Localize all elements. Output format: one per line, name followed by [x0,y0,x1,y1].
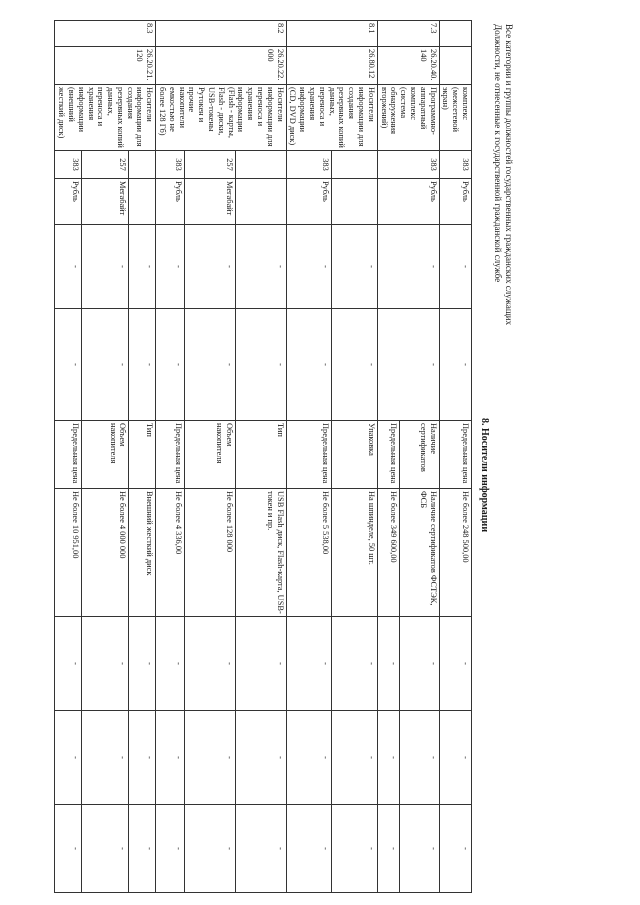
okei-code: 383 [377,151,439,179]
dash-cell: - [55,711,82,805]
table-row [400,21,439,893]
characteristic-name: Наличие сертификатов [400,421,439,489]
dash-cell: - [439,617,471,711]
row-number: 8.1 [286,21,377,47]
okei-code: 383 [286,151,332,179]
dash-cell: - [439,225,471,309]
table-row [286,21,332,893]
dash-cell: - [82,309,129,421]
row-number: 7.3 [377,21,439,47]
okei-code: 383 [156,151,185,179]
dash-cell: - [377,617,399,711]
table-row [185,21,236,893]
dash-cell: - [55,805,82,893]
table-row [439,21,471,893]
okpd-code [439,47,471,85]
dash-cell: - [82,617,129,711]
unit-name: Мегабайт [185,179,236,225]
characteristic-name: Объем накопителя [185,421,236,489]
dash-cell: - [185,805,236,893]
characteristic-value: Не более 248 500,00 [439,489,471,617]
characteristic-value: Не более 128 000 [185,489,236,617]
table-row [332,21,378,893]
dash-cell: - [156,711,185,805]
dash-cell: - [286,617,332,711]
characteristic-value: Не более 4 336,00 [156,489,185,617]
characteristic-name: Тип [129,421,156,489]
item-name: Носители информации для создания резервных копий данных, переноса и хранения информации (CD, DVD диск) [286,85,377,151]
characteristic-name: Предельная цена [156,421,185,489]
characteristic-value: Не более 10 951,00 [55,489,82,617]
unit-name: Рубль [377,179,439,225]
dash-cell: - [235,617,286,711]
dash-cell: - [235,225,286,309]
dash-cell: - [332,711,378,805]
unit-name: Рубль [55,179,82,225]
dash-cell: - [55,225,82,309]
okei-code [332,151,378,179]
dash-cell: - [286,309,332,421]
characteristic-value: Внешний жесткий диск [129,489,156,617]
characteristic-name: Тип [235,421,286,489]
table-row [82,21,129,893]
characteristic-name: Предельная цена [55,421,82,489]
characteristic-name: Объем накопителя [82,421,129,489]
item-name: комплекс (межсетевой экран) [439,85,471,151]
characteristic-name: Предельная цена [286,421,332,489]
dash-cell: - [439,309,471,421]
dash-cell: - [129,309,156,421]
dash-cell: - [286,711,332,805]
dash-cell: - [82,805,129,893]
characteristic-value: Не более 4 000 000 [82,489,129,617]
dash-cell: - [235,309,286,421]
okei-code: 383 [55,151,82,179]
dash-cell: - [156,309,185,421]
unit-name: Рубль [156,179,185,225]
okpd-code: 26.20.40.140 [377,47,439,85]
table-row [129,21,156,893]
dash-cell: - [377,309,439,421]
okei-code: 257 [185,151,236,179]
category-heading: Все категории и группы должностей государственных гражданских служащих [504,24,514,326]
requirements-table [54,20,472,893]
characteristic-value: USB Flash диск, Flash-карта, USB-токен и пр. [235,489,286,617]
non-civil-heading: Должности, не отнесенные к государственной гражданской службе [493,24,503,283]
dash-cell: - [377,805,399,893]
dash-cell: - [129,805,156,893]
unit-name [235,179,286,225]
row-number: 8.2 [156,21,286,47]
dash-cell: - [400,617,439,711]
unit-name: Рубль [286,179,332,225]
dash-cell: - [377,711,399,805]
dash-cell: - [286,805,332,893]
okpd-code: 26.20.21.120 [55,47,156,85]
row-number [439,21,471,47]
item-name: Программно-аппаратный комплекс (система обнаружения вторжений) [377,85,439,151]
dash-cell: - [82,711,129,805]
item-name: Носители информации для создания резервных копий данных, переноса и хранения информации (внешний жесткий диск) [55,85,156,151]
dash-cell: - [55,309,82,421]
characteristic-value: Наличие сертификатов ФСТЭК, ФСБ [400,489,439,617]
dash-cell: - [185,617,236,711]
dash-cell: - [185,225,236,309]
dash-cell: - [332,617,378,711]
dash-cell: - [235,711,286,805]
okei-code [129,151,156,179]
dash-cell: - [400,711,439,805]
item-name: Носители информации для переноса и хранения информации (Flash - карты, Flash - диски, USB-токены Рутокен и прочие накопители емкостью не более 128 Гб) [156,85,286,151]
unit-name [332,179,378,225]
dash-cell: - [332,805,378,893]
table-row [55,21,82,893]
dash-cell: - [332,225,378,309]
dash-cell: - [82,225,129,309]
dash-cell: - [439,805,471,893]
characteristic-value: Не более 5 538,00 [286,489,332,617]
dash-cell: - [55,617,82,711]
dash-cell: - [129,617,156,711]
dash-cell: - [129,225,156,309]
unit-name [129,179,156,225]
dash-cell: - [235,805,286,893]
dash-cell: - [400,805,439,893]
okei-code: 383 [439,151,471,179]
dash-cell: - [129,711,156,805]
dash-cell: - [439,711,471,805]
dash-cell: - [332,309,378,421]
table-row [156,21,185,893]
okpd-code: 26.20.22.000 [156,47,286,85]
characteristic-name: Предельная цена [377,421,399,489]
unit-name: Мегабайт [82,179,129,225]
table-row [235,21,286,893]
characteristic-value: На шпинделе, 50 шт. [332,489,378,617]
characteristic-name: Упаковка [332,421,378,489]
row-number: 8.3 [55,21,156,47]
okpd-code: 26.80.12 [286,47,377,85]
dash-cell: - [185,711,236,805]
dash-cell: - [156,225,185,309]
dash-cell: - [377,225,439,309]
dash-cell: - [156,617,185,711]
section-title: 8. Носители информации [479,418,490,533]
characteristic-value: Не более 349 600,00 [377,489,399,617]
dash-cell: - [286,225,332,309]
dash-cell: - [185,309,236,421]
unit-name: Рубль [439,179,471,225]
okei-code: 257 [82,151,129,179]
okei-code [235,151,286,179]
dash-cell: - [156,805,185,893]
characteristic-name: Предельная цена [439,421,471,489]
